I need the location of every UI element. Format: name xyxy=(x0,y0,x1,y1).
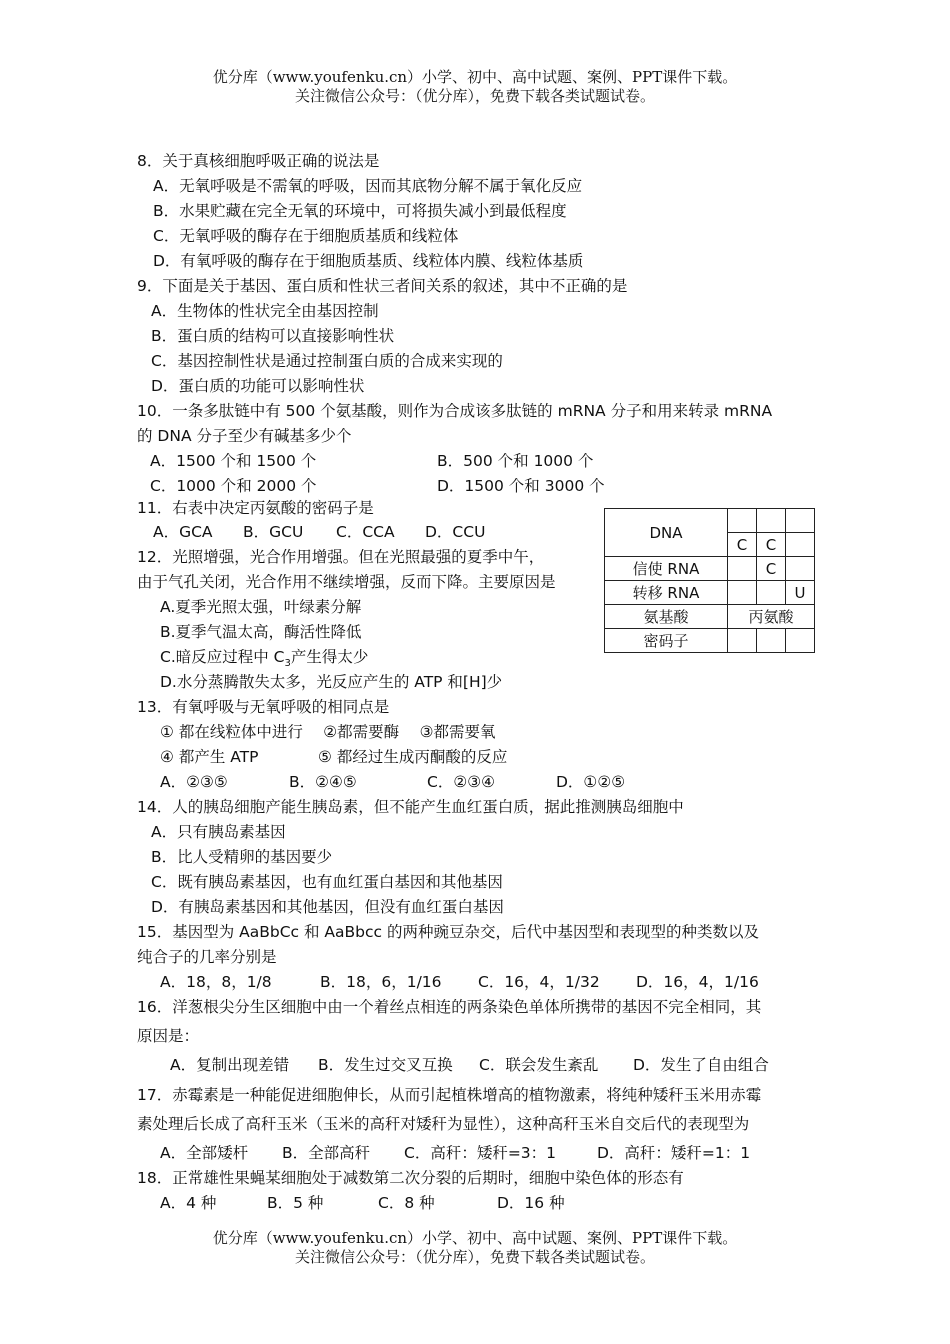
q11-option-a: A．GCA xyxy=(153,523,213,541)
q12-stem-line2: 由于气孔关闭，光合作用不继续增强，反而下降。主要原因是 xyxy=(137,573,556,591)
q16-option-a: A．复制出现差错 xyxy=(170,1056,290,1074)
q16-option-b: B．发生过交叉互换 xyxy=(318,1056,453,1074)
trna-cell xyxy=(757,581,786,605)
dna-label: DNA xyxy=(605,509,728,557)
q12-option-b: B.夏季气温太高，酶活性降低 xyxy=(160,623,362,641)
q15-stem-line1: 15．基因型为 AaBbCc 和 AaBbcc 的两种豌豆杂交，后代中基因型和表现型的种类数以及 xyxy=(137,923,759,941)
q17-option-b: B．全部高秆 xyxy=(282,1144,371,1162)
q15-stem-line2: 纯合子的几率分别是 xyxy=(137,948,277,966)
q12-option-a: A.夏季光照太强，叶绿素分解 xyxy=(160,598,362,616)
trna-label: 转移 RNA xyxy=(605,581,728,605)
q18-option-b: B．5 种 xyxy=(267,1194,324,1212)
q12-option-c-subscript: 3 xyxy=(284,658,291,670)
q8-option-b: B．水果贮藏在完全无氧的环境中，可将损失减小到最低程度 xyxy=(153,202,567,220)
q16-stem-line1: 16．洋葱根尖分生区细胞中由一个着丝点相连的两条染色单体所携带的基因不完全相同，其 xyxy=(137,998,762,1016)
q8-stem: 8．关于真核细胞呼吸正确的说法是 xyxy=(137,152,380,170)
q9-option-d: D．蛋白质的功能可以影响性状 xyxy=(151,377,365,395)
dna-row1-cell xyxy=(728,509,757,533)
q13-item-5: ⑤ 都经过生成丙酮酸的反应 xyxy=(318,748,508,766)
q10-option-c: C．1000 个和 2000 个 xyxy=(150,477,317,495)
dna-row1-cell xyxy=(757,509,786,533)
q10-stem-line2: 的 DNA 分子至少有碱基多少个 xyxy=(137,427,352,445)
q15-option-d: D．16，4，1/16 xyxy=(636,973,759,991)
q17-option-a: A．全部矮杆 xyxy=(160,1144,249,1162)
q15-option-b: B．18，6，1/16 xyxy=(320,973,442,991)
page-header-line1: 优分库（www.youfenku.cn）小学、初中、高中试题、案例、PPT课件下载。 xyxy=(212,68,738,86)
q11-stem: 11．右表中决定丙氨酸的密码子是 xyxy=(137,499,374,517)
q16-option-c: C．联会发生紊乱 xyxy=(479,1056,599,1074)
page-footer-line2: 关注微信公众号：（优分库），免费下载各类试题试卷。 xyxy=(294,1248,655,1266)
page-header-line2: 关注微信公众号：（优分库），免费下载各类试题试卷。 xyxy=(294,87,655,105)
q13-option-c: C．②③④ xyxy=(427,773,496,791)
q16-stem-line2: 原因是： xyxy=(137,1027,200,1045)
mrna-cell: C xyxy=(757,557,786,581)
q14-option-d: D．有胰岛素基因和其他基因，但没有血红蛋白基因 xyxy=(151,898,504,916)
trna-cell: U xyxy=(786,581,815,605)
q9-option-a: A．生物体的性状完全由基因控制 xyxy=(151,302,379,320)
q13-option-b: B．②④⑤ xyxy=(289,773,357,791)
dna-row2-cell: C xyxy=(757,533,786,557)
amino-acid-value: 丙氨酸 xyxy=(728,605,815,629)
codon-table xyxy=(604,508,815,653)
q12-option-c-post: 产生得太少 xyxy=(290,648,369,666)
mrna-label: 信使 RNA xyxy=(605,557,728,581)
page-footer-line1: 优分库（www.youfenku.cn）小学、初中、高中试题、案例、PPT课件下载。 xyxy=(212,1229,738,1247)
q9-option-c: C．基因控制性状是通过控制蛋白质的合成来实现的 xyxy=(151,352,503,370)
q17-option-d: D．高秆：矮秆=1：1 xyxy=(597,1144,751,1162)
codon-cell xyxy=(786,629,815,653)
q12-option-c xyxy=(160,647,368,674)
q11-option-c: C．CCA xyxy=(336,523,395,541)
q14-option-a: A．只有胰岛素基因 xyxy=(151,823,286,841)
q13-stem: 13．有氧呼吸与无氧呼吸的相同点是 xyxy=(137,698,390,716)
q18-stem: 18．正常雄性果蝇某细胞处于减数第二次分裂的后期时，细胞中染色体的形态有 xyxy=(137,1169,684,1187)
q18-option-d: D．16 种 xyxy=(497,1194,565,1212)
q8-option-d: D．有氧呼吸的酶存在于细胞质基质、线粒体内膜、线粒体基质 xyxy=(153,252,584,270)
q9-option-b: B．蛋白质的结构可以直接影响性状 xyxy=(151,327,395,345)
q15-option-a: A．18，8，1/8 xyxy=(160,973,272,991)
q9-stem: 9．下面是关于基因、蛋白质和性状三者间关系的叙述，其中不正确的是 xyxy=(137,277,628,295)
q12-stem-line1: 12．光照增强，光合作用增强。但在光照最强的夏季中午， xyxy=(137,548,545,566)
q8-option-a: A．无氧呼吸是不需氧的呼吸，因而其底物分解不属于氧化反应 xyxy=(153,177,583,195)
q17-stem-line1: 17．赤霉素是一种能促进细胞伸长，从而引起植株增高的植物激素，将纯种矮秆玉米用赤霉 xyxy=(137,1086,762,1104)
q10-option-a: A．1500 个和 1500 个 xyxy=(150,452,317,470)
q11-option-b: B．GCU xyxy=(243,523,304,541)
q10-option-d: D．1500 个和 3000 个 xyxy=(437,477,605,495)
codon-cell xyxy=(757,629,786,653)
trna-cell xyxy=(728,581,757,605)
q14-option-c: C．既有胰岛素基因，也有血红蛋白基因和其他基因 xyxy=(151,873,503,891)
mrna-cell xyxy=(728,557,757,581)
q17-option-c: C．高秆：矮秆=3：1 xyxy=(404,1144,557,1162)
dna-row2-cell: C xyxy=(728,533,757,557)
dna-row1-cell xyxy=(786,509,815,533)
q13-option-d: D．①②⑤ xyxy=(556,773,626,791)
dna-row2-cell xyxy=(786,533,815,557)
q18-option-c: C．8 种 xyxy=(378,1194,435,1212)
amino-acid-label: 氨基酸 xyxy=(605,605,728,629)
q10-stem-line1: 10．一条多肽链中有 500 个氨基酸，则作为合成该多肽链的 mRNA 分子和用来转录 mRNA xyxy=(137,402,773,420)
mrna-cell xyxy=(786,557,815,581)
q10-option-b: B．500 个和 1000 个 xyxy=(437,452,594,470)
q13-item-4: ④ 都产生 ATP xyxy=(160,748,259,766)
q15-option-c: C．16，4，1/32 xyxy=(478,973,600,991)
q11-option-d: D．CCU xyxy=(425,523,486,541)
q16-option-d: D．发生了自由组合 xyxy=(633,1056,769,1074)
q14-stem: 14．人的胰岛细胞产能生胰岛素，但不能产生血红蛋白质，据此推测胰岛细胞中 xyxy=(137,798,684,816)
q18-option-a: A．4 种 xyxy=(160,1194,217,1212)
q13-option-a: A．②③⑤ xyxy=(160,773,228,791)
q12-option-d: D.水分蒸腾散失太多，光反应产生的 ATP 和[H]少 xyxy=(160,673,503,691)
codon-label: 密码子 xyxy=(605,629,728,653)
q13-items-line1: ① 都在线粒体中进行 ②都需要酶 ③都需要氧 xyxy=(160,723,496,741)
q12-option-c-pre: C.暗反应过程中 C xyxy=(160,648,285,666)
codon-cell xyxy=(728,629,757,653)
q8-option-c: C．无氧呼吸的酶存在于细胞质基质和线粒体 xyxy=(153,227,459,245)
q17-stem-line2: 素处理后长成了高秆玉米（玉米的高秆对矮秆为显性），这种高秆玉米自交后代的表现型为 xyxy=(137,1115,750,1133)
q14-option-b: B．比人受精卵的基因要少 xyxy=(151,848,333,866)
